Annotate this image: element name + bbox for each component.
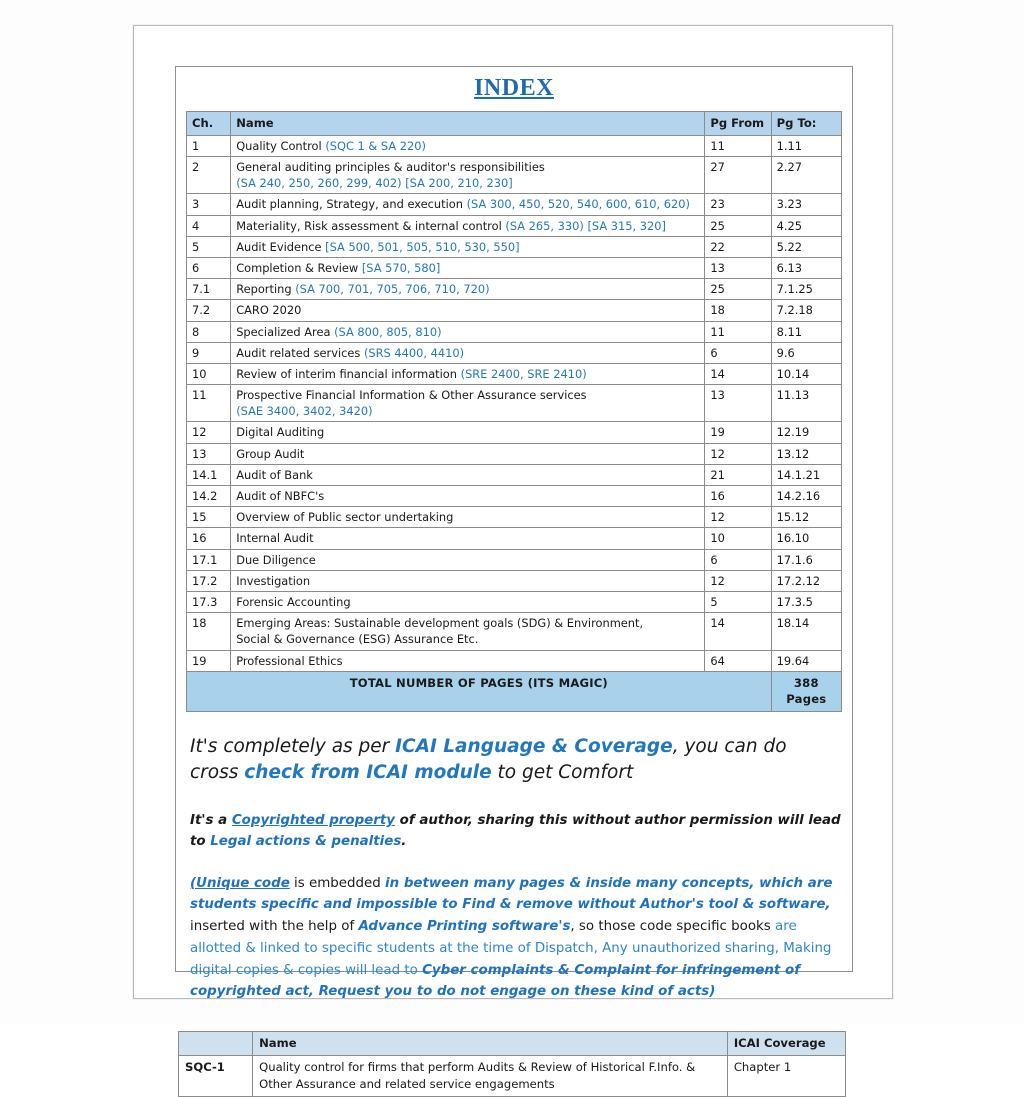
row-pg-to: 1.11	[771, 135, 841, 156]
row-name-standards: (SA 265, 330) [SA 315, 320]	[505, 218, 666, 233]
row-pg-to: 4.25	[771, 215, 841, 236]
row-name	[231, 549, 705, 570]
row-ch: 14.2	[187, 486, 231, 507]
row-ch: 9	[187, 342, 231, 363]
table-row	[187, 443, 842, 464]
row-name	[231, 342, 705, 363]
copyright-text-2: of author, sharing this without author permission will lead to	[190, 813, 841, 850]
row-name-text: CARO 2020	[236, 303, 302, 318]
row-pg-to: 14.2.16	[771, 486, 841, 507]
row-pg-from: 23	[705, 194, 771, 215]
lead-text-3: to get Comfort	[491, 762, 634, 784]
row-name-standards: (SAE 3400, 3402, 3420)	[236, 404, 373, 419]
table-row	[187, 194, 842, 215]
row-name-standards: (SA 700, 701, 705, 706, 710, 720)	[295, 282, 490, 297]
row-name	[231, 613, 705, 650]
row-name	[231, 279, 705, 300]
table-row	[187, 422, 842, 443]
row-name	[231, 194, 705, 215]
table-row	[187, 549, 842, 570]
copyright-highlight-legal-actions: Legal actions & penalties	[210, 834, 402, 850]
row-pg-to: 2.27	[771, 157, 841, 194]
row-pg-from: 5	[705, 591, 771, 612]
row-name-standards: (SRE 2400, SRE 2410)	[460, 366, 587, 381]
row-name-standards: (SA 800, 805, 810)	[334, 324, 442, 339]
sqc-column-header-name: Name	[253, 1032, 728, 1056]
table-row	[187, 135, 842, 156]
lead-text-2: , you can do cross	[190, 735, 787, 784]
row-name-text: Emerging Areas: Sustainable development goals (SDG) & Environment,	[236, 616, 644, 631]
row-pg-to: 16.10	[771, 528, 841, 549]
row-name-text: Investigation	[236, 573, 311, 588]
row-pg-to: 12.19	[771, 422, 841, 443]
sqc-column-header-coverage: ICAI Coverage	[727, 1032, 845, 1056]
table-row	[187, 486, 842, 507]
row-name-text: Audit of NBFC's	[236, 489, 325, 504]
row-pg-to: 7.1.25	[771, 279, 841, 300]
row-pg-from: 16	[705, 486, 771, 507]
sqc-row-code: SQC-1	[179, 1056, 253, 1097]
row-name	[231, 422, 705, 443]
row-ch: 8	[187, 321, 231, 342]
row-pg-to: 3.23	[771, 194, 841, 215]
row-name-text: Internal Audit	[236, 531, 314, 546]
row-pg-from: 25	[705, 279, 771, 300]
row-name	[231, 528, 705, 549]
row-pg-from: 21	[705, 464, 771, 485]
row-ch: 2	[187, 157, 231, 194]
unique-code-highlight-cyber: Cyber complaints & Complaint for infringement of copyrighted act, Request you to do not engage on these kind of acts)	[190, 962, 801, 1000]
column-header-pg-to: Pg To:	[771, 112, 841, 135]
row-name	[231, 215, 705, 236]
table-row	[187, 342, 842, 363]
row-pg-to: 17.2.12	[771, 570, 841, 591]
page-title: INDEX	[474, 75, 554, 101]
row-name-text: Reporting	[236, 282, 296, 297]
row-ch: 5	[187, 236, 231, 257]
row-name-text: General auditing principles & auditor's responsibilities	[236, 160, 545, 175]
table-row	[187, 363, 842, 384]
total-label: TOTAL NUMBER OF PAGES (ITS MAGIC)	[187, 671, 772, 711]
sqc-column-header-code	[179, 1032, 253, 1056]
page-content	[186, 75, 842, 1097]
row-name-text: Group Audit	[236, 446, 305, 461]
row-pg-from: 11	[705, 135, 771, 156]
row-name-text: Overview of Public sector undertaking	[236, 510, 454, 525]
copyright-text-1: It's a	[190, 813, 232, 829]
row-name-text: Quality Control	[236, 138, 326, 153]
row-ch: 17.2	[187, 570, 231, 591]
unique-code-text-2: inserted with the help of	[190, 919, 359, 935]
row-pg-to: 19.64	[771, 650, 841, 671]
row-name-text: Audit planning, Strategy, and execution	[236, 197, 467, 212]
table-row	[187, 257, 842, 278]
row-name-standards: [SA 570, 580]	[361, 260, 441, 275]
row-pg-to: 17.3.5	[771, 591, 841, 612]
lead-text-1: It's completely as per	[190, 735, 396, 757]
unique-code-highlight-advance-printing: Advance Printing software's	[358, 919, 571, 935]
row-name-text: Review of interim financial information	[236, 366, 461, 381]
row-pg-to: 5.22	[771, 236, 841, 257]
unique-code-paragraph	[190, 873, 842, 1003]
row-name-standards: (SA 240, 250, 260, 299, 402) [SA 200, 210, 230]	[236, 176, 513, 191]
row-pg-to: 15.12	[771, 507, 841, 528]
row-pg-from: 10	[705, 528, 771, 549]
row-name	[231, 486, 705, 507]
row-name-text: Digital Auditing	[236, 425, 325, 440]
row-pg-to: 11.13	[771, 385, 841, 422]
row-name-text: Audit related services	[236, 345, 364, 360]
unique-code-highlight-1: in between many pages & inside many concepts, which are students specific and impossible to Find & remove without Author's tool & software,	[190, 875, 833, 913]
index-table-body	[187, 135, 842, 711]
column-header-pg-from: Pg From	[705, 112, 771, 135]
sqc-row-name	[253, 1056, 728, 1097]
row-name	[231, 157, 705, 194]
row-ch: 19	[187, 650, 231, 671]
unique-code-text-1: is embedded	[289, 875, 386, 891]
row-pg-to: 6.13	[771, 257, 841, 278]
row-pg-from: 6	[705, 549, 771, 570]
table-row	[187, 570, 842, 591]
row-ch: 12	[187, 422, 231, 443]
row-ch: 1	[187, 135, 231, 156]
row-name	[231, 135, 705, 156]
row-name	[231, 507, 705, 528]
row-ch: 13	[187, 443, 231, 464]
row-name-text: Audit of Bank	[236, 467, 313, 482]
row-name-standards: (SRS 4400, 4410)	[363, 345, 465, 360]
row-pg-from: 12	[705, 507, 771, 528]
row-ch: 3	[187, 194, 231, 215]
row-pg-to: 9.6	[771, 342, 841, 363]
sqc-row-coverage: Chapter 1	[727, 1056, 845, 1097]
row-ch: 11	[187, 385, 231, 422]
row-name	[231, 570, 705, 591]
sqc-row-name-line1: Quality control for firms that perform Audits & Review of Historical F.Info. &	[259, 1060, 696, 1075]
row-name-text: Due Diligence	[236, 552, 316, 567]
row-pg-from: 12	[705, 570, 771, 591]
row-name	[231, 385, 705, 422]
table-row	[187, 300, 842, 321]
sqc-row-name-line2: Other Assurance and related service engagements	[259, 1077, 555, 1092]
row-ch: 6	[187, 257, 231, 278]
row-ch: 17.1	[187, 549, 231, 570]
row-pg-from: 27	[705, 157, 771, 194]
table-row	[187, 507, 842, 528]
index-table-header-row	[187, 112, 842, 135]
table-row	[187, 321, 842, 342]
row-name	[231, 464, 705, 485]
row-pg-from: 14	[705, 613, 771, 650]
table-row	[187, 157, 842, 194]
row-pg-from: 14	[705, 363, 771, 384]
table-row	[187, 528, 842, 549]
row-name	[231, 650, 705, 671]
row-ch: 7.1	[187, 279, 231, 300]
row-pg-from: 13	[705, 385, 771, 422]
row-pg-to: 10.14	[771, 363, 841, 384]
row-pg-to: 18.14	[771, 613, 841, 650]
total-value: 388 Pages	[771, 671, 841, 711]
lead-highlight-icai-coverage: ICAI Language & Coverage	[395, 735, 673, 757]
row-ch: 18	[187, 613, 231, 650]
copyright-text-3: .	[401, 834, 407, 850]
row-name	[231, 591, 705, 612]
unique-code-link[interactable]: (Unique code	[190, 875, 290, 891]
row-ch: 17.3	[187, 591, 231, 612]
row-name	[231, 236, 705, 257]
row-name	[231, 321, 705, 342]
row-name-text: Completion & Review	[236, 260, 362, 275]
row-pg-to: 17.1.6	[771, 549, 841, 570]
lead-highlight-icai-module: check from ICAI module	[244, 762, 492, 784]
row-name-standards: (SQC 1 & SA 220)	[325, 138, 426, 153]
row-name-text: Audit Evidence	[236, 239, 326, 254]
row-ch: 15	[187, 507, 231, 528]
row-name	[231, 443, 705, 464]
row-ch: 7.2	[187, 300, 231, 321]
total-row	[187, 671, 842, 711]
lead-paragraph	[190, 734, 840, 788]
row-pg-from: 22	[705, 236, 771, 257]
table-row	[187, 215, 842, 236]
table-row	[187, 279, 842, 300]
row-pg-to: 7.2.18	[771, 300, 841, 321]
copyright-paragraph	[190, 811, 842, 853]
unique-code-light-text: are allotted & linked to specific students at the time of Dispatch, Any unauthorized sharing, Making digital copies & copies will lead to	[190, 919, 832, 978]
row-pg-from: 6	[705, 342, 771, 363]
row-name-text: Prospective Financial Information & Other Assurance services	[236, 388, 587, 403]
row-name-text-line2: Social & Governance (ESG) Assurance Etc.	[236, 632, 479, 647]
row-ch: 4	[187, 215, 231, 236]
index-table	[186, 111, 842, 711]
table-row	[187, 385, 842, 422]
row-name-text: Specialized Area	[236, 324, 335, 339]
row-name-standards: [SA 500, 501, 505, 510, 530, 550]	[325, 239, 520, 254]
row-name-text: Forensic Accounting	[236, 594, 351, 609]
table-row	[187, 464, 842, 485]
row-ch: 14.1	[187, 464, 231, 485]
table-row	[187, 236, 842, 257]
column-header-name: Name	[231, 112, 705, 135]
row-name-text: Materiality, Risk assessment & internal control	[236, 218, 506, 233]
row-pg-to: 13.12	[771, 443, 841, 464]
row-ch: 10	[187, 363, 231, 384]
table-row	[187, 613, 842, 650]
unique-code-text-3: , so those code specific books	[570, 919, 776, 935]
sqc-table-header-row	[179, 1032, 846, 1056]
column-header-ch: Ch.	[187, 112, 231, 135]
row-name-text: Professional Ethics	[236, 653, 343, 668]
row-pg-from: 64	[705, 650, 771, 671]
row-pg-from: 19	[705, 422, 771, 443]
table-row	[187, 591, 842, 612]
row-name	[231, 363, 705, 384]
copyright-link-copyrighted-property[interactable]: Copyrighted property	[231, 813, 396, 829]
row-name	[231, 300, 705, 321]
row-name	[231, 257, 705, 278]
table-row	[179, 1056, 846, 1097]
row-pg-from: 11	[705, 321, 771, 342]
sqc-table-body	[179, 1056, 846, 1097]
row-pg-from: 13	[705, 257, 771, 278]
row-pg-to: 14.1.21	[771, 464, 841, 485]
row-pg-to: 8.11	[771, 321, 841, 342]
row-name-standards: (SA 300, 450, 520, 540, 600, 610, 620)	[466, 197, 690, 212]
row-pg-from: 25	[705, 215, 771, 236]
table-row	[187, 650, 842, 671]
row-pg-from: 18	[705, 300, 771, 321]
row-pg-from: 12	[705, 443, 771, 464]
row-ch: 16	[187, 528, 231, 549]
sqc-table	[178, 1031, 846, 1097]
